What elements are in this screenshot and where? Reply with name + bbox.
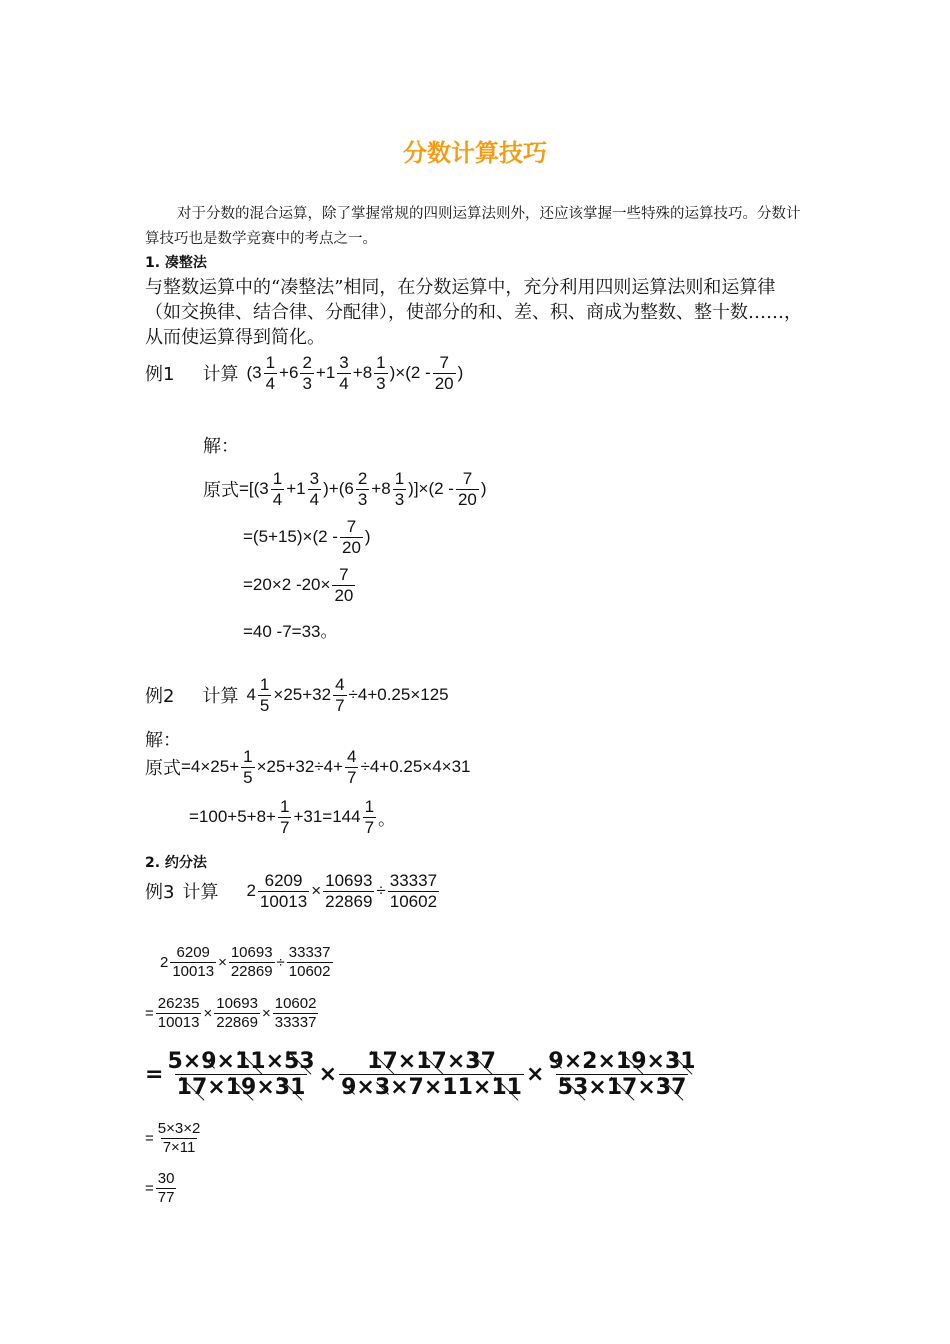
- example-2-step-2: =100+5+8+ $\frac{1}{7}$ +31=144 $\frac{1}{7}$ 。: [189, 797, 396, 837]
- fraction: $\frac{10602}{33337}$: [274, 995, 317, 1031]
- section-heading-2: 2. 约分法: [145, 855, 207, 871]
- fraction: $\frac{2}{3}$: [357, 469, 368, 509]
- example-3-label: 例3: [145, 882, 175, 904]
- fraction: $\frac{30}{77}$: [157, 1170, 175, 1206]
- example-1-step-1: 原式 =[(3 $\frac{1}{4}$ +1 $\frac{3}{4}$ )+(6 $\frac{2}{3}$ +8 $\frac{1}{3}$ )]×(2 - $\frac{7}{20}$ ): [203, 469, 487, 509]
- fraction: $\frac{6209}{10013}$: [259, 871, 308, 911]
- example-2-label: 例2: [145, 686, 175, 708]
- fraction: $\frac{1}{3}$: [394, 469, 405, 509]
- fraction: $\frac{7}{20}$: [434, 353, 454, 393]
- example-1-problem: 例1 计算 (3 $\frac{1}{4}$ +6 $\frac{2}{3}$ +1 $\frac{3}{4}$ +8 $\frac{1}{3}$ )×(2 - $\frac{7}{20}$ ): [145, 353, 464, 393]
- fraction: $\frac{9\times 2\times 19\times 31}{53\times 17\times 37}$: [548, 1049, 696, 1101]
- fraction: $\frac{1}{3}$: [376, 353, 386, 393]
- fraction: $\frac{33337}{10602}$: [389, 871, 438, 911]
- fraction: $\frac{7}{20}$: [334, 565, 354, 605]
- section-heading-1: 1. 凑整法: [145, 255, 207, 271]
- fraction: $\frac{1}{5}$: [243, 747, 253, 787]
- fraction: $\frac{10693}{22869}$: [325, 871, 373, 911]
- fraction: $\frac{3}{4}$: [309, 469, 320, 509]
- example-1-step-2: =(5+15)×(2 - $\frac{7}{20}$ ): [243, 517, 371, 557]
- example-1-verb: 计算: [202, 364, 239, 386]
- fraction: $\frac{33337}{10602}$: [288, 944, 331, 980]
- fraction: $\frac{7}{20}$: [457, 469, 477, 509]
- example-1-label: 例1: [145, 364, 175, 386]
- fraction: $\frac{1}{7}$: [364, 797, 375, 837]
- example-1-solution-label: 解：: [203, 436, 239, 457]
- fraction: $\frac{26235}{10013}$: [157, 995, 200, 1031]
- example-3-step-4: = $\frac{5\times 3\times 2}{7\times 11}$: [145, 1120, 201, 1156]
- example-3-problem: 例3 计算 2 $\frac{6209}{10013}$ × $\frac{10693}{22869}$ ÷ $\frac{33337}{10602}$: [145, 871, 438, 911]
- example-3-step-1: 2 $\frac{6209}{10013}$ × $\frac{10693}{22869}$ ÷ $\frac{33337}{10602}$: [160, 944, 331, 980]
- example-3-verb: 计算: [182, 882, 219, 904]
- fraction: $\frac{1}{7}$: [279, 797, 290, 837]
- example-1-step-4: =40 -7=33。: [243, 622, 338, 641]
- original-expression-label: 原式: [145, 758, 181, 780]
- intro-paragraph: 对于分数的混合运算，除了掌握常规的四则运算法则外，还应该掌握一些特殊的运算技巧。分数计算技巧也是数学竞赛中的考点之一。: [145, 206, 801, 247]
- fraction: $\frac{4}{7}$: [335, 675, 345, 715]
- original-expression-label: 原式: [203, 480, 239, 502]
- fraction: $\frac{1}{4}$: [265, 353, 276, 393]
- fraction: $\frac{3}{4}$: [339, 353, 349, 393]
- fraction: $\frac{17\times 17\times 37}{9\times 3\times 7\times 11\times 11}$: [341, 1049, 522, 1101]
- page-title: 分数计算技巧: [403, 139, 547, 167]
- fraction: $\frac{10693}{22869}$: [216, 995, 258, 1031]
- fraction: $\frac{6209}{10013}$: [172, 944, 215, 980]
- fraction: $\frac{5\times 9\times 11\times 53}{17\times 19\times 31}$: [167, 1049, 315, 1101]
- fraction: $\frac{4}{7}$: [347, 747, 357, 787]
- fraction: $\frac{1}{4}$: [272, 469, 283, 509]
- example-2-problem: 例2 计算 4 $\frac{1}{5}$ ×25+32 $\frac{4}{7}$ ÷4+0.25×125: [145, 675, 449, 715]
- fraction: $\frac{10693}{22869}$: [230, 944, 273, 980]
- example-1-step-3: =20×2 -20× $\frac{7}{20}$: [243, 565, 354, 605]
- fraction: $\frac{1}{5}$: [259, 675, 270, 715]
- fraction: $\frac{2}{3}$: [302, 353, 312, 393]
- example-3-cancellation-step: = $\frac{5\times 9\times 11\times 53}{17\times 19\times 31}$ × $\frac{17\times 17\times 37}{9\times 3\times 7\times 11\times 11}$ × $\frac{9\times 2\times 19\times 31}{53\times 17\times 37}$: [145, 1049, 696, 1101]
- fraction: $\frac{5\times 3\times 2}{7\times 11}$: [157, 1120, 201, 1156]
- fraction: $\frac{7}{20}$: [341, 517, 361, 557]
- example-2-step-1: 原式 =4×25+ $\frac{1}{5}$ ×25+32÷4+ $\frac{4}{7}$ ÷4+0.25×4×31: [145, 747, 471, 787]
- example-3-result: = $\frac{30}{77}$: [145, 1170, 175, 1206]
- example-2-verb: 计算: [202, 686, 239, 708]
- section-1-description: 与整数运算中的“凑整法”相同，在分数运算中，充分利用四则运算法则和运算律（如交换律、结合律、分配律），使部分的和、差、积、商成为整数、整十数……，从而使运算得到简化。: [145, 277, 802, 348]
- example-3-step-2: = $\frac{26235}{10013}$ × $\frac{10693}{22869}$ × $\frac{10602}{33337}$: [145, 995, 317, 1031]
- example-2-solution-label: 解：: [145, 730, 181, 751]
